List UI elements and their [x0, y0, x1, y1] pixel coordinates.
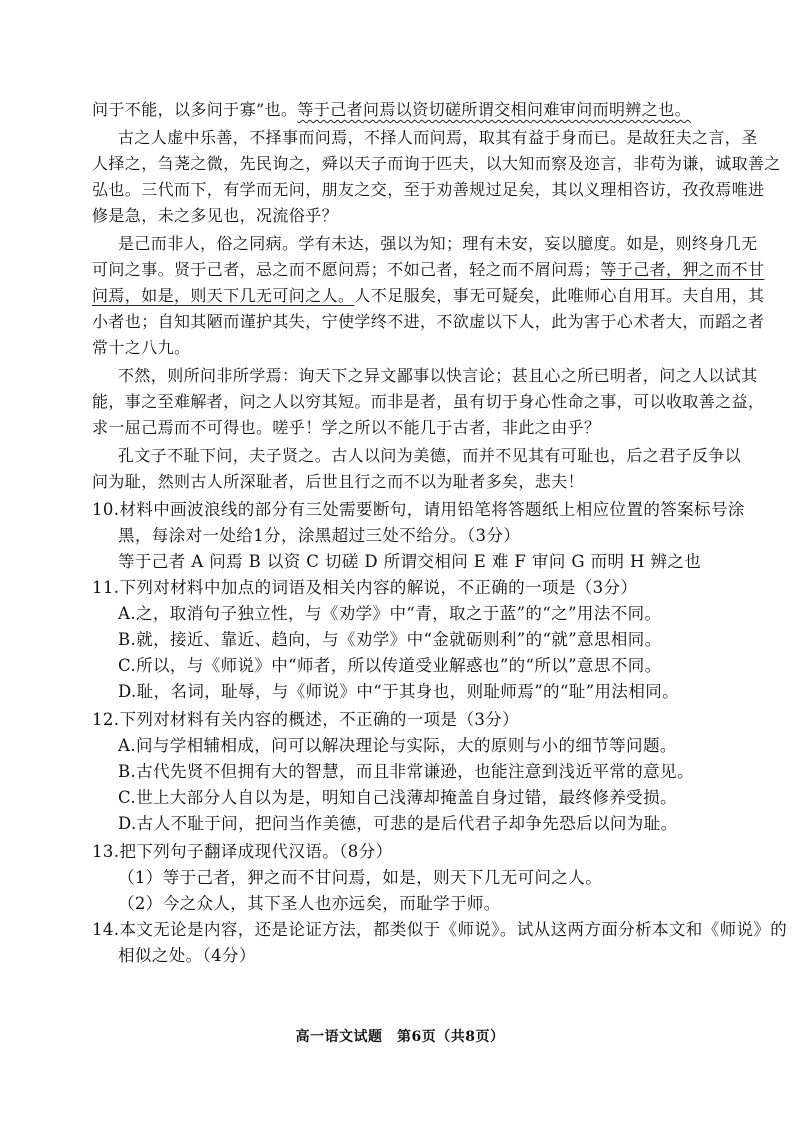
question-10-stem: 10.材料中画波浪线的部分有三处需要断句，请用铅笔将答题纸上相应位置的答案标号涂	[92, 500, 745, 519]
question-12-option-a: A.问与学相辅相成，问可以解决理论与实际，大的原则与小的细节等问题。	[118, 736, 677, 755]
question-14-stem: 14.本文无论是内容，还是论证方法，都类似于《师说》。试从这两方面分析本文和《师说》的	[92, 920, 788, 939]
question-11-option-c: C.所以，与《师说》中“师者，所以传道受业解惑也”的“所以”意思不同。	[118, 656, 662, 675]
question-13-item-2: （2）今之众人，其下圣人也亦远矣，而耻学于师。	[118, 894, 501, 913]
passage-line: 常十之八九。	[92, 338, 191, 357]
passage-line: 能，事之至难解者，问之人以穷其短。而非是者，虽有切于身心性命之事，可以收取善之益，	[92, 392, 765, 411]
passage-line	[92, 260, 764, 280]
question-13-item-1: （1）等于己者，狎之而不甘问焉，如是，则天下几无可问之人。	[118, 868, 603, 887]
passage-text: 人不足服矣，事无可疑矣，此唯师心自用耳。夫自用，其	[354, 286, 765, 305]
page-footer: 高一语文试题 第6页（共8页）	[295, 1029, 505, 1045]
question-12-option-c: C.世上大部分人自以为是，明知自己浅薄却掩盖自身过错，最终修养受损。	[118, 788, 677, 807]
question-12-stem: 12.下列对材料有关内容的概述，不正确的一项是（3分）	[92, 710, 520, 729]
question-12-option-b: B.古代先贤不但拥有大的智慧，而且非常谦逊，也能注意到浅近平常的意见。	[118, 762, 694, 781]
passage-line: 不然，则所问非所学焉：询天下之异文鄙事以快言论；甚且心之所已明者，问之人以试其	[118, 366, 758, 385]
question-12-option-d: D.古人不耻于问，把问当作美德，可悲的是后代君子却争先恐后以问为耻。	[118, 814, 678, 833]
passage-line: 求一屈己焉而不可得也。嗟乎！学之所以不能几于古者，非此之由乎？	[92, 418, 601, 437]
passage-line: 人择之，刍荛之微，先民询之，舜以天子而询于匹夫，以大知而察及迩言，非苟为谦，诚取善之	[92, 154, 781, 173]
question-11-option-b: B.就，接近、靠近、趋向，与《劝学》中“金就砺则利”的“就”意思相同。	[118, 630, 662, 649]
passage-line: 孔文子不耻下问，夫子贤之。古人以问为美德，而并不见其有可耻也，后之君子反争以	[118, 446, 742, 465]
passage-line: 修是急，未之多见也，况流俗乎？	[92, 206, 339, 225]
question-11-stem: 11.下列对材料中加点的词语及相关内容的解说，不正确的一项是（3分）	[92, 578, 638, 597]
passage-line: 是己而非人，俗之同病。学有未达，强以为知；理有未安，妄以臆度。如是，则终身几无	[118, 234, 758, 253]
question-14-stem-cont: 相似之处。（4分）	[118, 946, 256, 965]
underlined-sentence: 等于己者，狎之而不甘	[600, 260, 765, 279]
passage-line: 弘也。三代而下，有学而无问，朋友之交，至于劝善规过足矣，其以义理相咨访，孜孜焉唯进	[92, 180, 765, 199]
question-11-option-a: A.之，取消句子独立性，与《劝学》中“青，取之于蓝”的“之”用法不同。	[118, 604, 662, 623]
passage-line	[92, 100, 691, 120]
passage-text: 问于不能，以多问于寡”也。	[92, 100, 298, 119]
underlined-sentence: 问焉，如是，则天下几无可问之人。	[92, 286, 355, 305]
passage-line: 小者也；自知其陋而谨护其失，宁使学终不进，不欲虚以下人，此为害于心术者大，而蹈之者	[92, 312, 765, 331]
question-10-stem-cont: 黑，每涂对一处给1分，涂黑超过三处不给分。（3分）	[118, 526, 521, 545]
question-11-option-d: D.耻，名词，耻辱，与《师说》中“于其身也，则耻师焉”的“耻”用法相同。	[118, 682, 680, 701]
passage-line: 问为耻，然则古人所深耻者，后世且行之而不以为耻者多矣，悲夫！	[92, 472, 585, 491]
wavy-underline-sentence: 等于己者问焉以资切磋所谓交相问难审问而明辨之也。	[297, 100, 691, 119]
passage-line	[92, 286, 764, 306]
passage-line: 古之人虚中乐善，不择事而问焉，不择人而问焉，取其有益于身而已。是故狂夫之言，圣	[118, 128, 758, 147]
question-13-stem: 13.把下列句子翻译成现代汉语。（8分）	[92, 842, 393, 861]
question-10-options: 等于己者 A 问焉 B 以资 C 切磋 D 所谓交相问 E 难 F 审问 G 而明 H 辨之也	[118, 552, 702, 571]
passage-text: 可问之事。贤于己者，忌之而不愿问焉；不如己者，轻之而不屑问焉；	[92, 260, 601, 279]
